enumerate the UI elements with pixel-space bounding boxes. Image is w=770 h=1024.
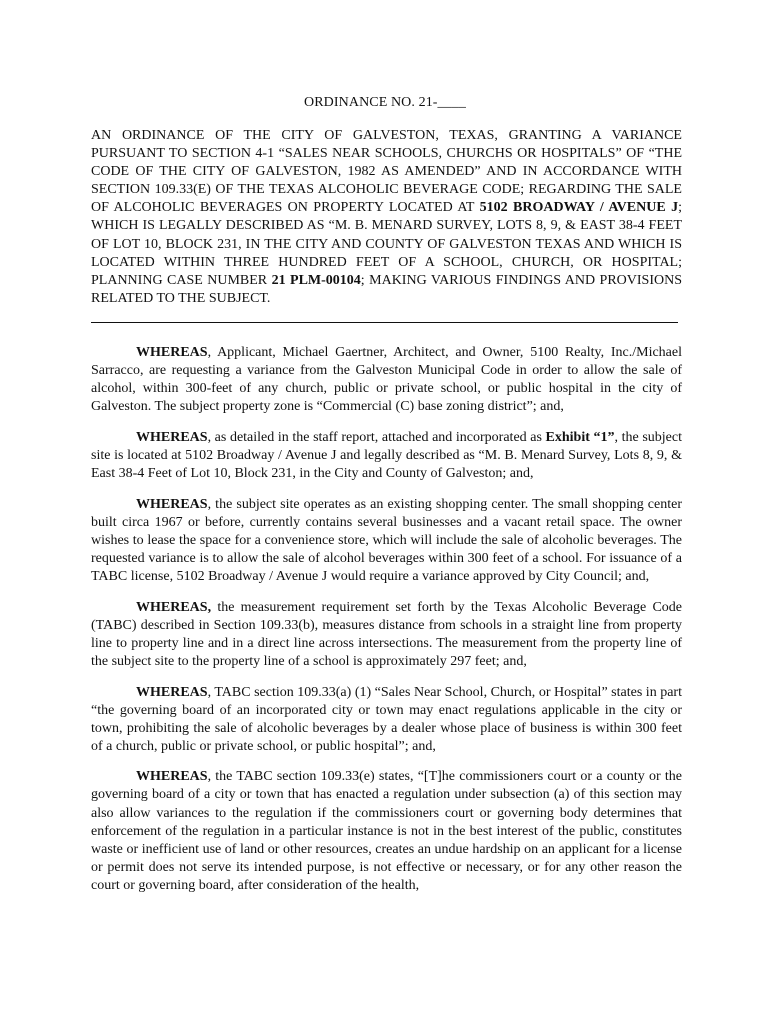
whereas-paragraph-4 [91,599,682,671]
paragraph-text: , Applicant, Michael Gaertner, Architect, and Owner, 5100 Realty, Inc./Michael Sarracco, are requesting a variance from the Galveston Municipal Code in order to allow the sale of alcohol, within 300-feet of any church, public or private school, or public hospital in the city of Galveston. The subject property zone is “Commercial (C) base zoning district”; and, [91,345,682,415]
whereas-lead: WHEREAS [136,496,208,512]
paragraph-text: , as detailed in the staff report, attached and incorporated as [207,429,546,445]
whereas-lead: WHEREAS [136,769,208,785]
whereas-paragraph-5 [91,684,682,756]
whereas-lead: WHEREAS, [136,599,212,615]
caption-text-part2: ; WHICH IS LEGALLY DESCRIBED AS “M. B. MENARD SURVEY, LOTS 8, 9, & EAST 38-4 FEET OF LOT 10, BLOCK 231, IN THE CITY AND COUNTY OF GALVESTON TEXAS AND WHICH IS LOCATED WITHIN THREE HUNDRED FEET OF A SCHOOL, CHURCH, OR HOSPITAL; PLANNING CASE NUMBER [91,200,682,288]
paragraph-text: , the TABC section 109.33(e) states, “[T]he commissioners court or a county or the governing board of a city or town that has enacted a regulation under subsection (a) of this section may also allow variances to the regulation if the commissioners court or governing body determines that enforcement of the regulation in a particular instance is not in the best interest of the public, constitutes waste or inefficient use of land or other resources, creates an undue hardship on an applicant for a license or permit does not serve its intended purpose, is not effective or necessary, or for any other reason the court or governing board, after consideration of the health, [91,769,682,893]
ordinance-body [91,344,682,908]
whereas-lead: WHEREAS [136,429,208,445]
caption-case-number: 21 PLM-00104 [271,272,361,288]
caption-divider-line [91,322,678,323]
caption-address: 5102 BROADWAY / AVENUE J [479,200,679,216]
whereas-paragraph-2 [91,429,682,483]
paragraph-text: the measurement requirement set forth by the Texas Alcoholic Beverage Code (TABC) described in Section 109.33(b), measures distance from schools in a straight line from property line to property line and in a direct line across intersections. The measurement from the property line of the subject site to the property line of a school is approximately 297 feet; and, [91,599,682,669]
caption-text-part3: ; MAKING VARIOUS FINDINGS AND PROVISIONS RELATED TO THE SUBJECT. [91,272,682,306]
exhibit-reference: Exhibit “1” [545,429,615,445]
paragraph-text: , the subject site operates as an existing shopping center. The small shopping center built circa 1967 or before, currently contains several businesses and a vacant retail space. The owner wishes to lease the space for a convenience store, which will include the sale of alcoholic beverages. The requested variance is to allow the sale of alcohol beverages within 300 feet of a school. For issuance of a TABC license, 5102 Broadway / Avenue J would require a variance approved by City Council; and, [91,496,682,585]
whereas-paragraph-3 [91,496,682,586]
whereas-lead: WHEREAS [136,345,208,360]
whereas-paragraph-6 [91,768,682,895]
caption-text-part1: AN ORDINANCE OF THE CITY OF GALVESTON, TEXAS, GRANTING A VARIANCE PURSUANT TO SECTION 4-1 “SALES NEAR SCHOOLS, CHURCHS OR HOSPITALS” OF “THE CODE OF THE CITY OF GALVESTON, 1982 AS AMENDED” AND IN ACCORDANCE WITH SECTION 109.33(E) OF THE TEXAS ALCOHOLIC BEVERAGE CODE; REGARDING THE SALE OF ALCOHOLIC BEVERAGES ON PROPERTY LOCATED AT [91,128,682,216]
ordinance-title: ORDINANCE NO. 21-____ [304,95,466,110]
whereas-lead: WHEREAS [136,684,208,700]
paragraph-text: , TABC section 109.33(a) (1) “Sales Near School, Church, or Hospital” states in part “the governing board of an incorporated city or town may enact regulations applicable in the city or town, prohibiting the sale of alcoholic beverages by a dealer whose place of business is within 300 feet of a church, public or private school, or public hospital”; and, [91,684,682,754]
whereas-paragraph-1 [91,344,682,416]
paragraph-text: , the subject site is located at 5102 Broadway / Avenue J and legally described as “M. B. Menard Survey, Lots 8, 9, & East 38-4 Feet of Lot 10, Block 231, in the City and County of Galveston; and, [91,429,682,482]
ordinance-caption [91,127,682,308]
